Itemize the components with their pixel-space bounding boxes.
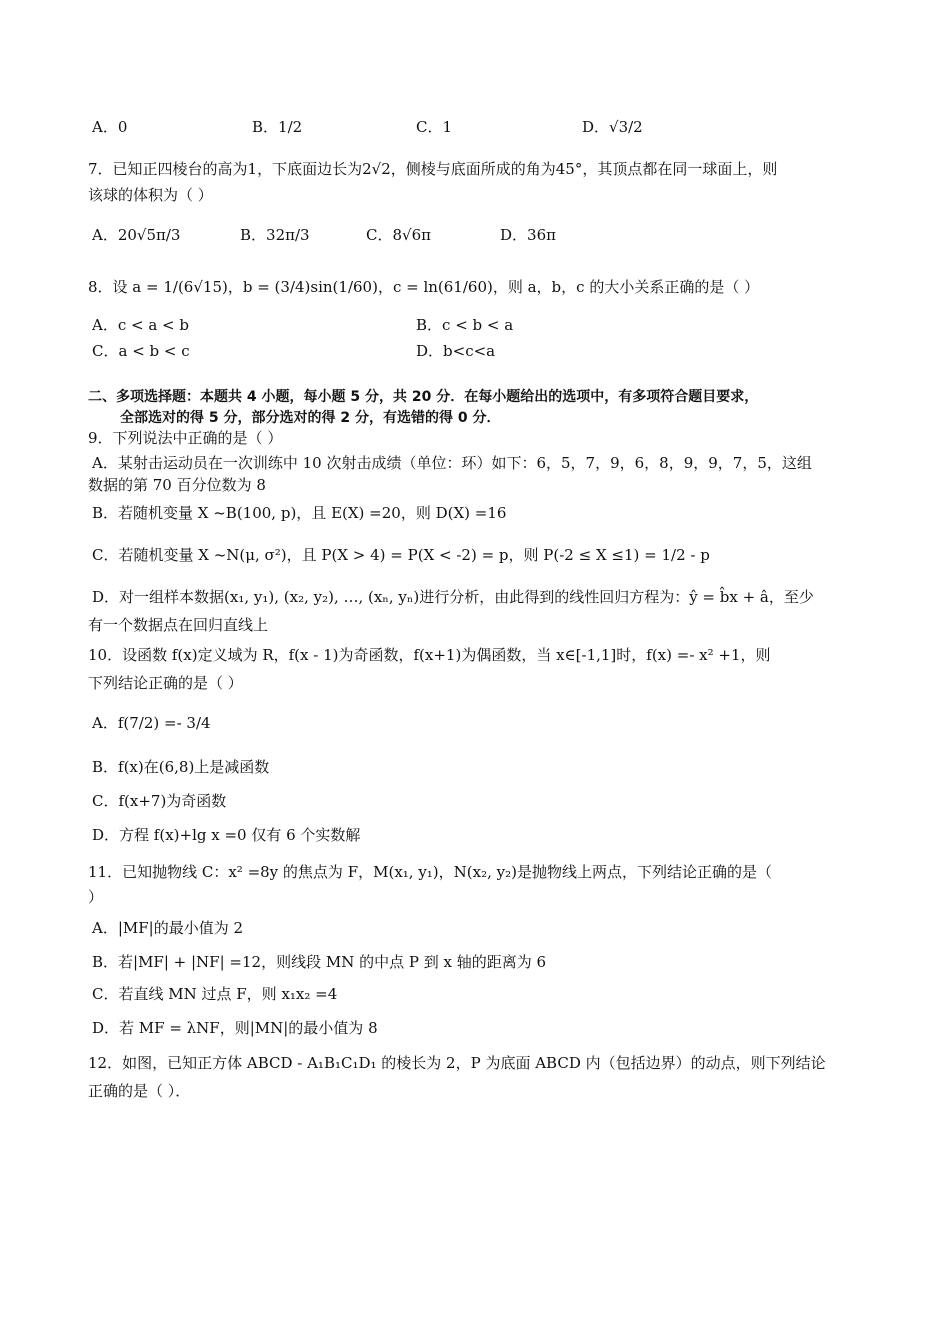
q11-option-b: B．若|MF| + |NF| =12，则线段 MN 的中点 P 到 x 轴的距离为 6 xyxy=(92,953,547,971)
q6-option-a: A．0 xyxy=(92,118,128,136)
q11-option-c: C．若直线 MN 过点 F，则 x₁x₂ =4 xyxy=(92,985,338,1003)
q6-option-d: D．√3/2 xyxy=(582,118,643,136)
q12-stem-cont: 正确的是（ ）． xyxy=(88,1082,191,1100)
q12-stem: 12．如图，已知正方体 ABCD - A₁B₁C₁D₁ 的棱长为 2，P 为底面 ABCD 内（包括边界）的动点，则下列结论 xyxy=(88,1054,826,1072)
q9-option-d-cont: 有一个数据点在回归直线上 xyxy=(88,616,269,634)
section2-title: 二、多项选择题：本题共 4 小题，每小题 5 分，共 20 分．在每小题给出的选项中，有多项符合题目要求， xyxy=(88,389,759,405)
q9-option-d: D．对一组样本数据(x₁, y₁), (x₂, y₂), …, (xₙ, yₙ)进行分析，由此得到的线性回归方程为：ŷ = b̂x + â，至少 xyxy=(92,588,814,606)
q8-option-c: C．a < b < c xyxy=(92,342,190,360)
q10-option-a: A．f(7/2) =- 3/4 xyxy=(92,714,211,732)
q8-option-d: D．b<c<a xyxy=(416,342,496,360)
q7-stem-cont: 该球的体积为（ ） xyxy=(88,186,213,204)
q7-option-c: C．8√6π xyxy=(366,226,431,244)
q10-stem-cont: 下列结论正确的是（ ） xyxy=(88,674,243,692)
q10-option-c: C．f(x+7)为奇函数 xyxy=(92,792,227,810)
q11-option-a: A．|MF|的最小值为 2 xyxy=(92,919,244,937)
q7-option-b: B．32π/3 xyxy=(240,226,310,244)
q8-option-b: B．c < b < a xyxy=(416,316,514,334)
q6-option-b: B．1/2 xyxy=(252,118,303,136)
q8-option-a: A．c < a < b xyxy=(92,316,189,334)
q8-stem: 8．设 a = 1/(6√15)，b = (3/4)sin(1/60)，c = ln(61/60)，则 a，b，c 的大小关系正确的是（ ） xyxy=(88,278,760,296)
section2-title-cont: 全部选对的得 5 分，部分选对的得 2 分，有选错的得 0 分． xyxy=(120,410,501,426)
q7-option-a: A．20√5π/3 xyxy=(92,226,181,244)
q11-stem: 11．已知抛物线 C：x² =8y 的焦点为 F，M(x₁, y₁)，N(x₂, y₂)是抛物线上两点，下列结论正确的是（ xyxy=(88,863,772,881)
q10-option-d: D．方程 f(x)+lg x =0 仅有 6 个实数解 xyxy=(92,826,361,844)
q9-option-c: C．若随机变量 X ~N(μ, σ²)，且 P(X > 4) = P(X < -2) = p，则 P(-2 ≤ X ≤1) = 1/2 - p xyxy=(92,546,710,564)
q7-option-d: D．36π xyxy=(500,226,556,244)
q7-stem: 7．已知正四棱台的高为1，下底面边长为2√2，侧棱与底面所成的角为45°，其顶点都在同一球面上，则 xyxy=(88,160,778,178)
q9-option-a-cont: 数据的第 70 百分位数为 8 xyxy=(88,476,266,494)
q10-stem: 10．设函数 f(x)定义域为 R，f(x - 1)为奇函数，f(x+1)为偶函数，当 x∈[-1,1]时，f(x) =- x² +1，则 xyxy=(88,646,771,664)
q11-stem-cont: ） xyxy=(88,888,104,906)
q10-option-b: B．f(x)在(6,8)上是减函数 xyxy=(92,758,270,776)
q9-option-b: B．若随机变量 X ~B(100, p)，且 E(X) =20，则 D(X) =16 xyxy=(92,504,507,522)
q6-option-c: C．1 xyxy=(416,118,453,136)
q11-option-d: D．若 MF = λNF，则|MN|的最小值为 8 xyxy=(92,1019,378,1037)
q9-stem: 9．下列说法中正确的是（ ） xyxy=(88,429,283,447)
q9-option-a: A．某射击运动员在一次训练中 10 次射击成绩（单位：环）如下：6，5，7，9，6，8，9，9，7，5，这组 xyxy=(92,454,812,472)
